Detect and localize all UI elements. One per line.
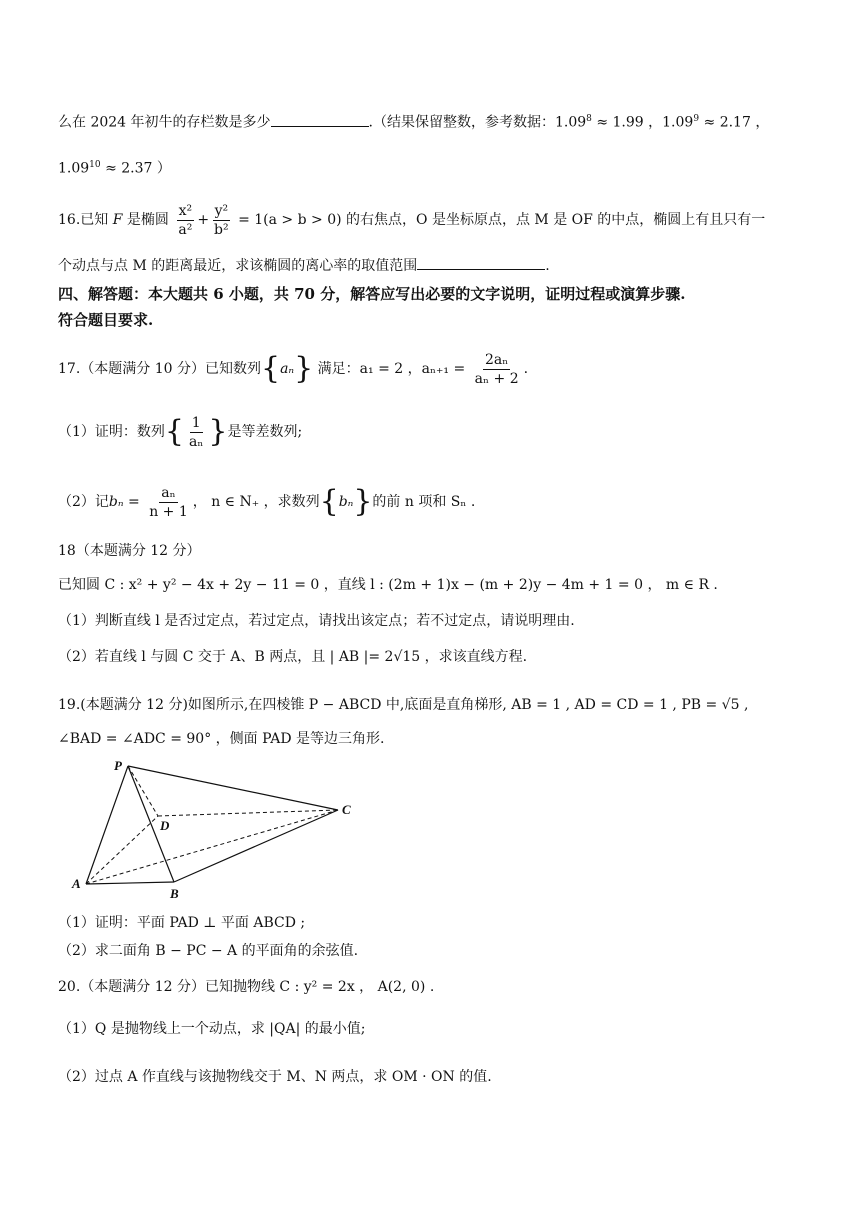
- answer-blank-15[interactable]: [271, 112, 369, 127]
- edge-PC: [128, 766, 338, 810]
- question19-part1: （1）证明：平面 PAD ⊥ 平面 ABCD ;: [58, 915, 306, 931]
- question18-part1: （1）判断直线 l 是否过定点，若过定点，请找出该定点；若不过定点，请说明理由.: [58, 613, 575, 629]
- question16-line1: 16.已知 F 是椭圆 $\frac{\text{x²}}{\text{a²}}$ + $\frac{\text{y²}}{\text{b²}}$ = 1(a > b > 0) 的右焦点，O 是坐标原点，点 M 是 OF 的中点，椭圆上有且只有一: [58, 202, 766, 238]
- recurrence-fraction: $\frac{\text{2aₙ}}{\text{aₙ + 2}}$: [474, 351, 519, 387]
- vertex-label-C: C: [342, 802, 351, 817]
- question17-stem: 17.（本题满分 10 分）已知数列{aₙ} 满足：a₁ = 2 ，aₙ₊₁ = $\frac{\text{2aₙ}}{\text{aₙ + 2}}$ .: [58, 351, 529, 387]
- pyramid-figure: [70, 756, 370, 901]
- edge-DC: [158, 810, 338, 816]
- question20-part1: （1）Q 是抛物线上一个动点，求 |QA| 的最小值;: [58, 1021, 366, 1037]
- question16-line2: 个动点与点 M 的距离最近，求该椭圆的离心率的取值范围 .: [58, 255, 550, 277]
- ellipse-y-term: $\frac{\text{y²}}{\text{b²}}$: [214, 202, 229, 238]
- edge-PD: [128, 766, 158, 816]
- edge-PA: [86, 766, 128, 884]
- ellipse-x-term: $\frac{\text{x²}}{\text{a²}}$: [178, 202, 193, 238]
- vertex-label-A: A: [72, 876, 81, 891]
- question19-stem: 19.(本题满分 12 分)如图所示,在四棱锥 P − ABCD 中,底面是直角梯形, AB = 1 , AD = CD = 1 , PB = √5 ,: [58, 697, 749, 713]
- answer-blank-16[interactable]: [417, 255, 545, 270]
- question15-reference-data: $1.09^{10} \approx 2.37$ ）: [58, 160, 171, 177]
- question18-head: 18（本题满分 12 分）: [58, 543, 201, 559]
- question19-part2: （2）求二面角 B − PC − A 的平面角的余弦值.: [58, 943, 359, 959]
- section4-heading-line2: 符合题目要求.: [58, 311, 154, 329]
- question20-stem: 20.（本题满分 12 分）已知抛物线 C : y² = 2x ， A(2, 0) .: [58, 979, 435, 995]
- edge-AC: [86, 810, 338, 884]
- section4-heading: 四、解答题：本大题共 6 小题，共 70 分，解答应写出必要的文字说明，证明过程或演算步骤.: [58, 285, 686, 303]
- vertex-label-P: P: [114, 758, 122, 773]
- question18-stem: 已知圆 C : x² + y² − 4x + 2y − 11 = 0 ，直线 l : (2m + 1)x − (m + 2)y − 4m + 1 = 0 ， m ∈ R .: [58, 577, 718, 593]
- question18-part2: （2）若直线 l 与圆 C 交于 A、B 两点，且 | AB |= 2√15 ，求该直线方程.: [58, 649, 528, 665]
- reciprocal-fraction: $\frac{1}{\text{aₙ}}$: [189, 414, 204, 450]
- vertex-label-B: B: [170, 886, 179, 901]
- question15-continuation: 么在 2024 年初牛的存栏数是多少 .（结果保留整数，参考数据：$1.09^8 \approx 1.99$ ，$1.09^9 \approx 2.17$ ，: [58, 108, 769, 134]
- question20-part2: （2）过点 A 作直线与该抛物线交于 M、N 两点，求 OM · ON 的值.: [58, 1069, 492, 1085]
- question17-part1: （1）证明：数列{ $\frac{1}{\text{aₙ}}$ }是等差数列;: [58, 414, 303, 450]
- question19-stem-line2: ∠BAD = ∠ADC = 90° ，侧面 PAD 是等边三角形.: [58, 731, 385, 747]
- edge-BC: [174, 810, 338, 882]
- vertex-label-D: D: [160, 818, 170, 833]
- bn-fraction: $\frac{\text{aₙ}}{n + 1}$: [149, 484, 188, 520]
- edge-AB: [86, 882, 174, 884]
- question17-part2: （2）记bₙ = $\frac{\text{aₙ}}{n + 1}$ ， n ∈ N₊ ，求数列{bₙ}的前 n 项和 Sₙ .: [58, 484, 476, 520]
